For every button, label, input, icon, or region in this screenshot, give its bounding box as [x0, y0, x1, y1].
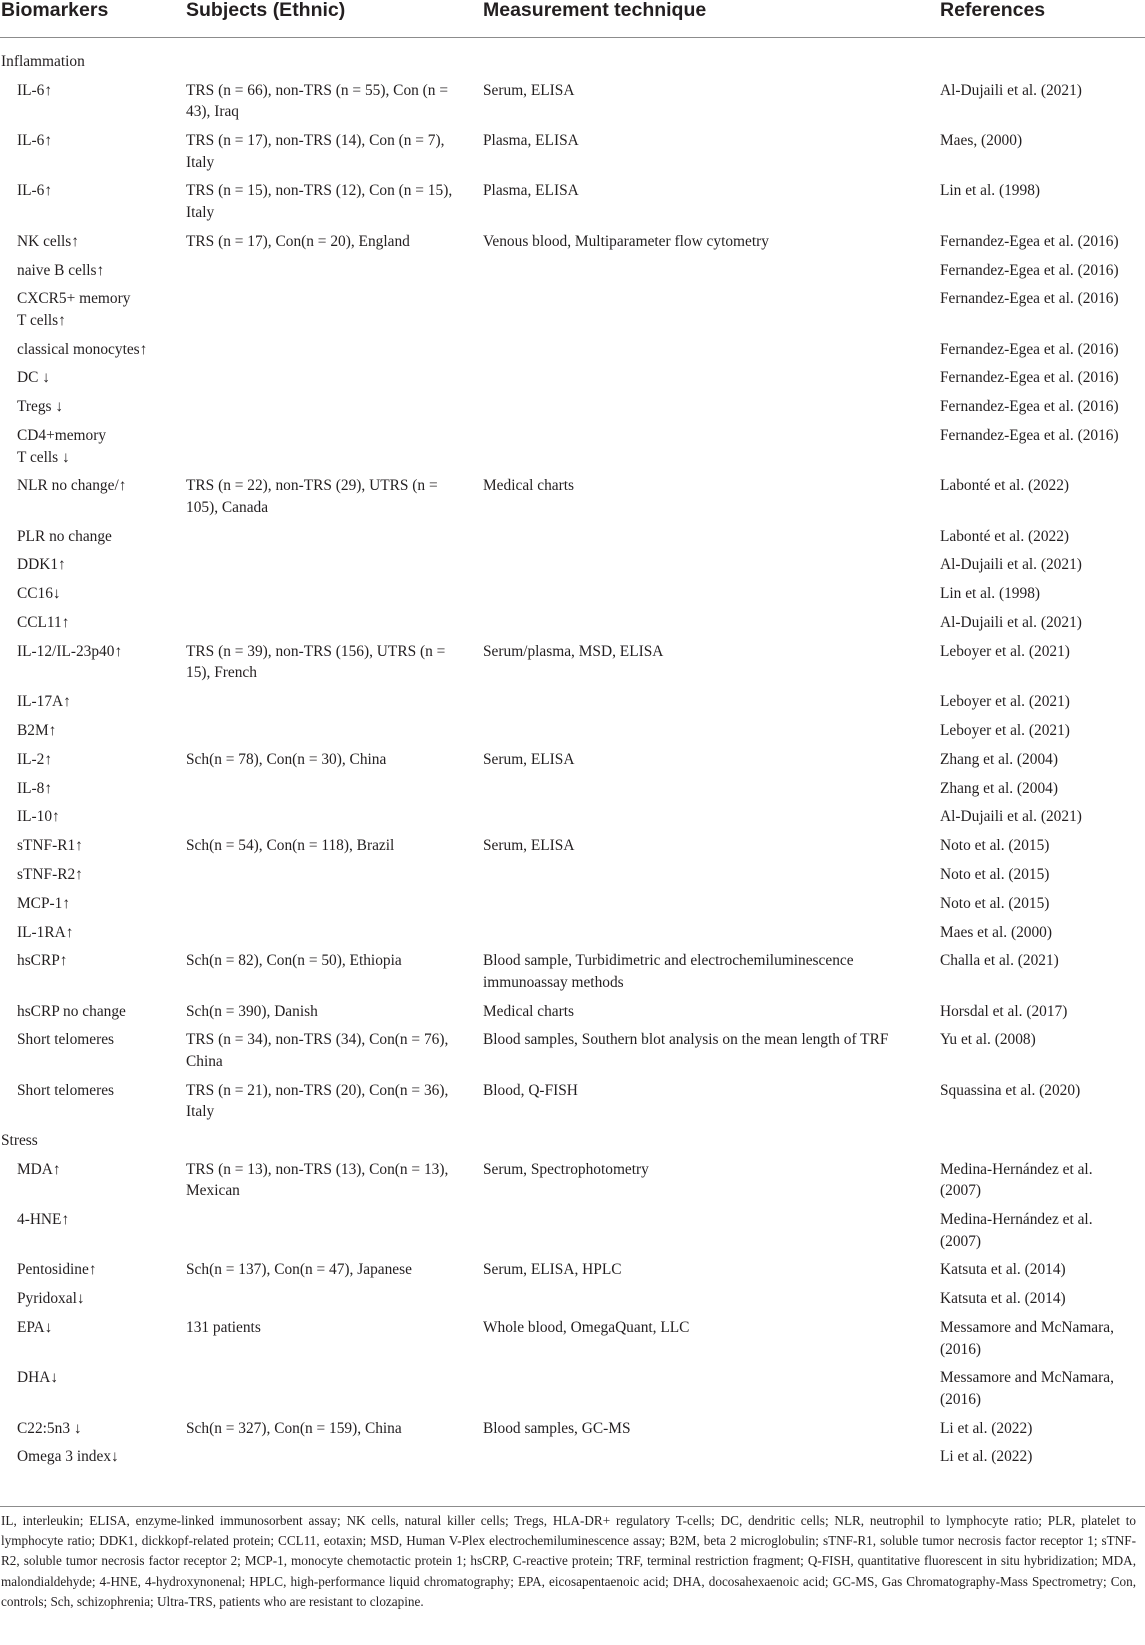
subjects-cell: Sch(n = 327), Con(n = 159), China: [186, 1419, 402, 1437]
subjects-cell: TRS (n = 17), non-TRS (14), Con (n = 7),: [186, 132, 445, 150]
reference-cell: Fernandez-Egea et al. (2016): [940, 232, 1119, 250]
biomarker-cell: Omega 3 index↓: [17, 1448, 119, 1466]
biomarker-cell: sTNF-R2↑: [17, 865, 83, 883]
biomarker-cell: C22:5n3 ↓: [17, 1419, 82, 1437]
biomarker-cell: T cells↑: [17, 311, 66, 329]
reference-cell: (2016): [940, 1390, 982, 1408]
reference-cell: Messamore and McNamara,: [940, 1369, 1114, 1387]
column-header-references: References: [940, 0, 1046, 21]
reference-cell: Al-Dujaili et al. (2021): [940, 614, 1082, 631]
reference-cell: Katsuta et al. (2014): [940, 1261, 1066, 1279]
technique-cell: Blood samples, Southern blot analysis on the mean length of TRF: [483, 1031, 889, 1049]
subjects-cell: TRS (n = 22), non-TRS (29), UTRS (n =: [186, 477, 438, 495]
technique-cell: Blood samples, GC-MS: [483, 1419, 631, 1437]
subjects-cell: Mexican: [186, 1182, 240, 1200]
subjects-cell: China: [186, 1052, 223, 1070]
subjects-cell: Sch(n = 82), Con(n = 50), Ethiopia: [186, 952, 402, 970]
reference-cell: Fernandez-Egea et al. (2016): [940, 369, 1119, 387]
reference-cell: Lin et al. (1998): [940, 182, 1041, 200]
technique-cell: Serum/plasma, MSD, ELISA: [483, 642, 664, 660]
biomarker-cell: 4-HNE↑: [17, 1211, 70, 1229]
biomarker-cell: IL-17A↑: [17, 693, 71, 711]
reference-cell: Leboyer et al. (2021): [940, 721, 1070, 739]
reference-cell: Leboyer et al. (2021): [940, 642, 1070, 660]
biomarker-cell: NLR no change/↑: [17, 477, 127, 495]
technique-cell: Whole blood, OmegaQuant, LLC: [483, 1319, 690, 1336]
technique-cell: Serum, ELISA, HPLC: [483, 1261, 622, 1279]
reference-cell: Fernandez-Egea et al. (2016): [940, 398, 1119, 416]
subjects-cell: Italy: [186, 203, 215, 221]
reference-cell: Noto et al. (2015): [940, 894, 1050, 912]
biomarker-cell: T cells ↓: [17, 448, 70, 466]
reference-cell: Lin et al. (1998): [940, 585, 1041, 603]
subjects-cell: TRS (n = 17), Con(n = 20), England: [186, 232, 410, 250]
reference-cell: Katsuta et al. (2014): [940, 1290, 1066, 1308]
reference-cell: Horsdal et al. (2017): [940, 1002, 1068, 1020]
biomarker-cell: MCP-1↑: [17, 894, 71, 912]
subjects-cell: Sch(n = 54), Con(n = 118), Brazil: [186, 837, 395, 855]
subjects-cell: 131 patients: [186, 1319, 261, 1336]
biomarker-cell: hsCRP no change: [17, 1002, 126, 1020]
reference-cell: Medina-Hernández et al.: [940, 1160, 1093, 1178]
reference-cell: Maes, (2000): [940, 132, 1023, 150]
reference-cell: Fernandez-Egea et al. (2016): [940, 340, 1119, 358]
reference-cell: Labonté et al. (2022): [940, 527, 1070, 545]
reference-cell: (2007): [940, 1232, 982, 1250]
biomarker-cell: DC ↓: [17, 369, 50, 387]
biomarker-cell: naive B cells↑: [17, 261, 105, 279]
technique-cell: Medical charts: [483, 1002, 575, 1020]
biomarker-cell: IL-10↑: [17, 808, 60, 826]
biomarker-cell: EPA↓: [17, 1319, 53, 1336]
subjects-cell: 15), French: [186, 664, 257, 682]
reference-cell: Medina-Hernández et al.: [940, 1211, 1093, 1229]
technique-cell: Plasma, ELISA: [483, 182, 579, 200]
biomarker-cell: IL-6↑: [17, 182, 53, 200]
biomarker-cell: Pentosidine↑: [17, 1261, 97, 1279]
subjects-cell: TRS (n = 21), non-TRS (20), Con(n = 36),: [186, 1081, 449, 1099]
header-rule: [0, 37, 1145, 38]
technique-cell: Blood sample, Turbidimetric and electrochemiluminescence: [483, 952, 854, 970]
reference-cell: Yu et al. (2008): [940, 1031, 1036, 1049]
reference-cell: Challa et al. (2021): [940, 952, 1059, 970]
biomarker-cell: CC16↓: [17, 585, 61, 603]
biomarker-cell: sTNF-R1↑: [17, 837, 83, 855]
reference-cell: Noto et al. (2015): [940, 865, 1050, 883]
reference-cell: Noto et al. (2015): [940, 837, 1050, 855]
section-title: Inflammation: [1, 53, 85, 70]
biomarker-cell: CXCR5+ memory: [17, 290, 131, 308]
biomarker-cell: Short telomeres: [17, 1031, 115, 1049]
subjects-cell: TRS (n = 39), non-TRS (156), UTRS (n =: [186, 642, 446, 660]
footer-rule: [0, 1506, 1145, 1507]
reference-cell: Fernandez-Egea et al. (2016): [940, 261, 1119, 279]
biomarker-cell: IL-6↑: [17, 132, 53, 150]
biomarker-cell: Tregs ↓: [17, 398, 64, 416]
reference-cell: Al-Dujaili et al. (2021): [940, 556, 1082, 574]
biomarker-cell: DDK1↑: [17, 556, 66, 574]
column-header-subjects: Subjects (Ethnic): [186, 0, 346, 21]
technique-cell: Serum, ELISA: [483, 750, 575, 768]
subjects-cell: Italy: [186, 153, 215, 171]
reference-cell: Li et al. (2022): [940, 1448, 1033, 1466]
column-header-biomarkers: Biomarkers: [1, 0, 109, 21]
technique-cell: Serum, Spectrophotometry: [483, 1160, 649, 1178]
biomarker-cell: CCL11↑: [17, 614, 70, 631]
reference-cell: Al-Dujaili et al. (2021): [940, 808, 1082, 826]
subjects-cell: 43), Iraq: [186, 103, 239, 121]
reference-cell: Labonté et al. (2022): [940, 477, 1070, 495]
biomarker-cell: IL-12/IL-23p40↑: [17, 642, 123, 660]
subjects-cell: Sch(n = 390), Danish: [186, 1002, 318, 1020]
reference-cell: Zhang et al. (2004): [940, 750, 1058, 768]
biomarker-cell: IL-2↑: [17, 750, 53, 768]
reference-cell: Li et al. (2022): [940, 1419, 1033, 1437]
subjects-cell: Italy: [186, 1103, 215, 1121]
technique-cell: Serum, ELISA: [483, 837, 575, 855]
subjects-cell: TRS (n = 13), non-TRS (13), Con(n = 13),: [186, 1160, 449, 1178]
technique-cell: Blood, Q-FISH: [483, 1081, 578, 1099]
biomarker-cell: PLR no change: [17, 527, 112, 545]
subjects-cell: 105), Canada: [186, 498, 269, 516]
technique-cell: Serum, ELISA: [483, 81, 575, 99]
technique-cell: Medical charts: [483, 477, 575, 495]
reference-cell: Maes et al. (2000): [940, 923, 1052, 941]
reference-cell: Squassina et al. (2020): [940, 1081, 1081, 1099]
subjects-cell: Sch(n = 137), Con(n = 47), Japanese: [186, 1261, 412, 1279]
biomarker-cell: MDA↑: [17, 1160, 61, 1178]
biomarker-cell: DHA↓: [17, 1369, 59, 1387]
biomarker-cell: B2M↑: [17, 721, 57, 739]
reference-cell: Fernandez-Egea et al. (2016): [940, 290, 1119, 308]
biomarker-cell: IL-8↑: [17, 779, 53, 797]
table-footnote: IL, interleukin; ELISA, enzyme-linked immunosorbent assay; NK cells, natural killer cells; Tregs, HLA-DR+ regulatory T-cells; DC, dendritic cells; NLR, neutrophil to lymphocyte ratio; PLR, platelet to lymphocyte ratio; DDK1, dickkopf-related protein; CCL11, eotaxin; MSD, Human V-Plex electrochemiluminescence assay; B2M, beta 2 microglobulin; sTNF-R1, soluble tumor necrosis factor receptor 1; sTNF-R2, soluble tumor necrosis factor receptor 2; MCP-1, monocyte chemotactic protein 1; hsCRP, C-reactive protein; TRF, terminal restriction fragment; Q-FISH, quantitative fluorescent in situ hybridization; MDA, malondialdehyde; 4-HNE, 4-hydroxynonenal; HPLC, high-performance liquid chromatography; EPA, eicosapentaenoic acid; DHA, docosahexaenoic acid; GC-MS, Gas Chromatography-Mass Spectrometry; Con, controls; Sch, schizophrenia; Ultra-TRS, patients who are resistant to clozapine.: [1, 1513, 1136, 1609]
biomarker-cell: Short telomeres: [17, 1081, 115, 1099]
biomarker-cell: classical monocytes↑: [17, 340, 148, 358]
reference-cell: Fernandez-Egea et al. (2016): [940, 427, 1119, 444]
reference-cell: Messamore and McNamara,: [940, 1319, 1114, 1336]
reference-cell: Leboyer et al. (2021): [940, 693, 1070, 711]
biomarker-cell: IL-1RA↑: [17, 923, 74, 941]
biomarker-cell: hsCRP↑: [17, 952, 68, 970]
reference-cell: Al-Dujaili et al. (2021): [940, 81, 1082, 99]
biomarker-cell: IL-6↑: [17, 81, 53, 99]
column-header-measurement-technique: Measurement technique: [483, 0, 707, 21]
reference-cell: (2016): [940, 1340, 982, 1358]
subjects-cell: Sch(n = 78), Con(n = 30), China: [186, 750, 387, 768]
section-title: Stress: [1, 1132, 38, 1149]
reference-cell: (2007): [940, 1182, 982, 1200]
biomarker-cell: NK cells↑: [17, 232, 79, 250]
reference-cell: Zhang et al. (2004): [940, 779, 1058, 797]
technique-cell: Venous blood, Multiparameter flow cytometry: [483, 232, 769, 250]
technique-cell: Plasma, ELISA: [483, 132, 579, 150]
subjects-cell: TRS (n = 34), non-TRS (34), Con(n = 76),: [186, 1031, 449, 1049]
subjects-cell: TRS (n = 15), non-TRS (12), Con (n = 15),: [186, 182, 453, 200]
biomarker-cell: Pyridoxal↓: [17, 1290, 85, 1308]
technique-cell: immunoassay methods: [483, 973, 624, 991]
biomarker-cell: CD4+memory: [17, 427, 107, 444]
subjects-cell: TRS (n = 66), non-TRS (n = 55), Con (n =: [186, 81, 449, 99]
